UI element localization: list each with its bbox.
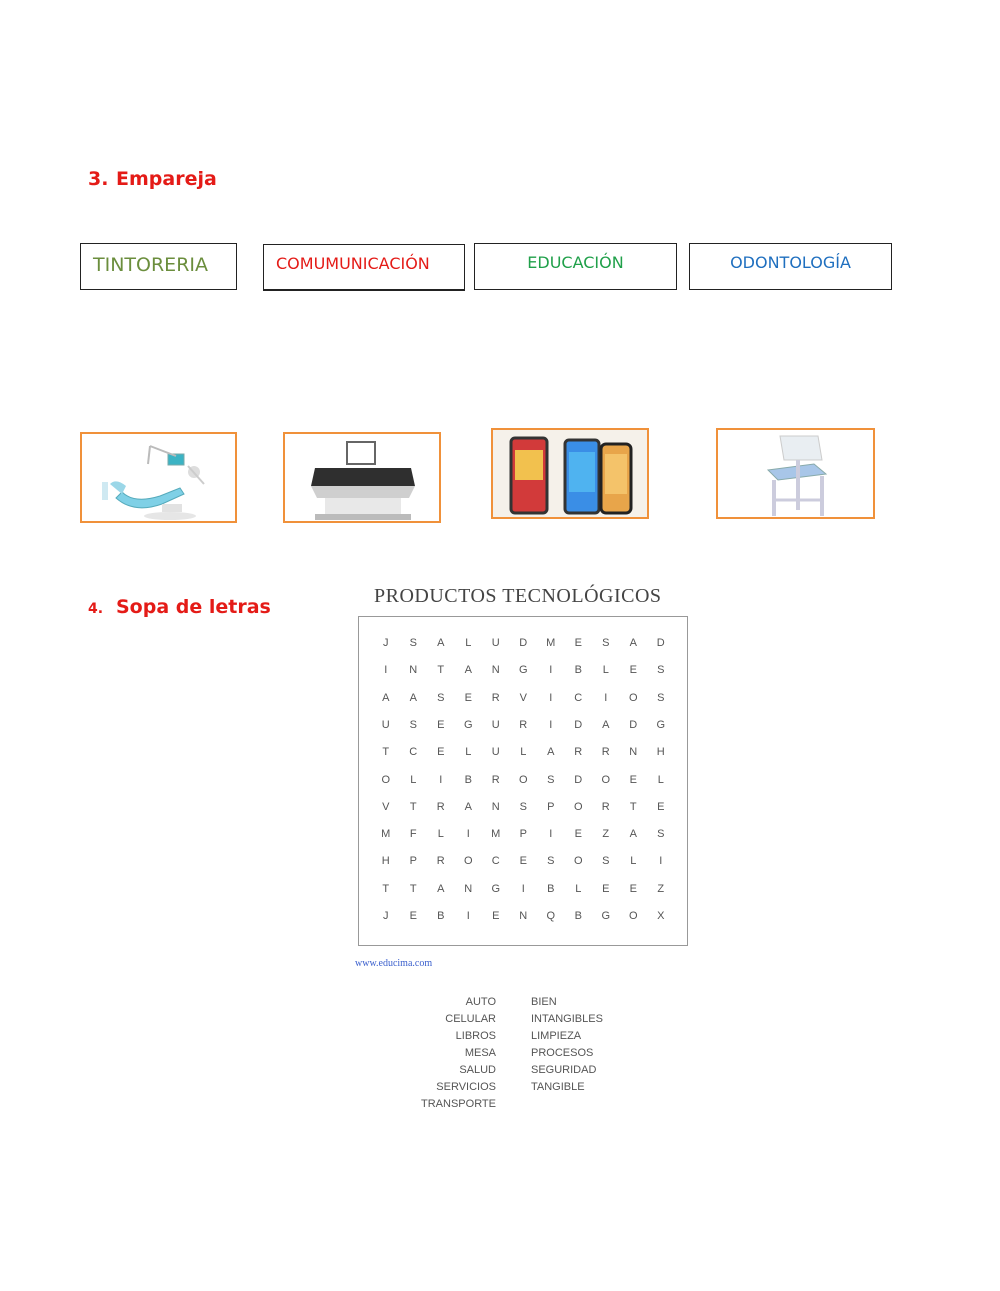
wordsearch-letter[interactable]: P: [519, 828, 527, 841]
wordsearch-letter[interactable]: X: [657, 910, 665, 922]
wordsearch-letter[interactable]: B: [574, 910, 582, 922]
wordsearch-letter[interactable]: I: [521, 882, 525, 895]
wordsearch-letter[interactable]: O: [628, 910, 638, 922]
wordsearch-letter[interactable]: B: [547, 882, 555, 895]
section-4-heading: [88, 596, 271, 618]
wordsearch-letter[interactable]: F: [409, 828, 417, 841]
wordsearch-letter[interactable]: U: [491, 746, 500, 759]
wordsearch-letter[interactable]: L: [437, 828, 444, 841]
wordsearch-letter[interactable]: S: [409, 637, 417, 649]
word-label: TINTORERIA: [93, 254, 208, 276]
wordsearch-letter[interactable]: U: [381, 718, 390, 731]
wordsearch-letter[interactable]: E: [574, 828, 582, 841]
wordsearch-letter[interactable]: S: [519, 800, 527, 813]
wordsearch-letter[interactable]: A: [437, 882, 445, 895]
word-list-item: TANGIBLE: [531, 1081, 585, 1093]
wordsearch-letter[interactable]: L: [520, 746, 527, 759]
word-list-item: SEGURIDAD: [531, 1064, 597, 1076]
word-list-item: AUTO: [465, 996, 496, 1008]
wordsearch-letter[interactable]: S: [547, 855, 555, 868]
wordsearch-letter[interactable]: T: [409, 882, 417, 895]
smartphones-image[interactable]: [491, 428, 649, 519]
wordsearch-letter[interactable]: N: [409, 664, 418, 677]
wordsearch-letter[interactable]: N: [629, 746, 638, 759]
word-list-item: SERVICIOS: [436, 1081, 496, 1093]
wordsearch-letter[interactable]: J: [383, 637, 389, 649]
wordsearch-letter[interactable]: T: [409, 800, 417, 813]
wordsearch-letter[interactable]: Z: [657, 882, 665, 895]
wordsearch-letter[interactable]: R: [436, 855, 445, 868]
wordsearch-letter[interactable]: S: [547, 773, 555, 786]
wordsearch-letter[interactable]: T: [629, 800, 637, 813]
wordsearch-letter[interactable]: C: [409, 746, 418, 759]
wordsearch-letter[interactable]: M: [381, 828, 391, 841]
word-list-right: [531, 994, 651, 1096]
wordsearch-letter[interactable]: E: [629, 664, 637, 677]
wordsearch-letter[interactable]: A: [464, 664, 472, 677]
word-box-odontologia[interactable]: [689, 243, 892, 290]
section-3-number: 3.: [88, 168, 109, 190]
wordsearch-letter[interactable]: L: [410, 773, 417, 786]
wordsearch-letter[interactable]: I: [466, 828, 470, 841]
wordsearch-letter[interactable]: I: [659, 855, 663, 868]
wordsearch-letter[interactable]: B: [437, 910, 445, 922]
wordsearch-letter[interactable]: E: [574, 637, 582, 649]
wordsearch-letter[interactable]: H: [656, 746, 665, 759]
word-box-educacion[interactable]: [474, 243, 677, 290]
wordsearch-letter[interactable]: P: [409, 855, 417, 868]
wordsearch-letter[interactable]: R: [436, 800, 445, 813]
wordsearch-letter[interactable]: A: [437, 637, 445, 649]
wordsearch-title: PRODUCTOS TECNOLÓGICOS: [374, 585, 662, 607]
wordsearch-letter[interactable]: B: [464, 773, 472, 786]
wordsearch-letter[interactable]: M: [546, 637, 556, 649]
wordsearch-letter[interactable]: G: [463, 718, 473, 731]
wordsearch-letter[interactable]: I: [466, 910, 470, 922]
word-list-item: LIMPIEZA: [531, 1030, 582, 1042]
wordsearch-letter[interactable]: R: [601, 800, 610, 813]
wordsearch-letter[interactable]: O: [628, 691, 638, 704]
wordsearch-letter[interactable]: A: [547, 746, 555, 759]
wordsearch-letter[interactable]: E: [464, 691, 472, 704]
wordsearch-letter[interactable]: O: [573, 800, 583, 813]
wordsearch-letter[interactable]: L: [630, 855, 637, 868]
wordsearch-letter[interactable]: E: [657, 800, 665, 813]
wordsearch-letter[interactable]: L: [465, 637, 472, 649]
wordsearch-letter[interactable]: D: [574, 773, 583, 786]
wordsearch-letter[interactable]: A: [382, 691, 390, 704]
word-list-item: CELULAR: [445, 1013, 496, 1025]
wordsearch-letter[interactable]: D: [656, 637, 665, 649]
wordsearch-letter[interactable]: O: [381, 773, 391, 786]
wordsearch-letter[interactable]: V: [382, 800, 390, 813]
word-list-item: BIEN: [531, 996, 557, 1008]
wordsearch-letter[interactable]: I: [439, 773, 443, 786]
wordsearch-letter[interactable]: Z: [602, 828, 610, 841]
wordsearch-letter[interactable]: Q: [546, 910, 556, 922]
wordsearch-letter[interactable]: G: [491, 882, 501, 895]
wordsearch-letter[interactable]: L: [602, 664, 609, 677]
wordsearch-letter[interactable]: M: [491, 828, 501, 841]
wordsearch-letter[interactable]: O: [463, 855, 473, 868]
wordsearch-letter[interactable]: I: [549, 828, 553, 841]
word-list-item: LIBROS: [455, 1030, 496, 1042]
section-4-title: Sopa de letras: [116, 596, 271, 618]
wordsearch-letter[interactable]: S: [657, 664, 665, 677]
school-desk-image[interactable]: [716, 428, 875, 519]
section-4-number: 4.: [88, 601, 104, 617]
wordsearch-source: www.educima.com: [355, 958, 433, 969]
word-list-item: MESA: [464, 1047, 496, 1059]
wordsearch-letter[interactable]: R: [491, 773, 500, 786]
wordsearch-letter[interactable]: S: [657, 691, 665, 704]
word-label: ODONTOLOGÍA: [730, 253, 851, 272]
word-list-item: PROCESOS: [531, 1047, 594, 1059]
wordsearch-letter[interactable]: U: [491, 637, 500, 649]
wordsearch-letter[interactable]: N: [491, 664, 500, 677]
wordsearch-letter[interactable]: V: [519, 691, 527, 704]
section-3-title: Empareja: [116, 168, 217, 190]
wordsearch-letter[interactable]: O: [573, 855, 583, 868]
wordsearch-letter[interactable]: A: [602, 718, 610, 731]
wordsearch-letter[interactable]: E: [437, 718, 445, 731]
wordsearch-letter[interactable]: C: [491, 855, 500, 868]
wordsearch-letter[interactable]: S: [602, 637, 610, 649]
wordsearch-letter[interactable]: D: [574, 718, 583, 731]
word-list-item: SALUD: [459, 1064, 496, 1076]
wordsearch-letter[interactable]: S: [409, 718, 417, 731]
wordsearch-letter[interactable]: E: [602, 882, 610, 895]
word-list-item: TRANSPORTE: [421, 1098, 496, 1110]
wordsearch-letter[interactable]: I: [549, 718, 553, 731]
wordsearch-letter[interactable]: O: [518, 773, 528, 786]
wordsearch-letter[interactable]: D: [629, 718, 638, 731]
wordsearch-letter[interactable]: R: [519, 718, 528, 731]
press-machine-image[interactable]: [283, 432, 441, 523]
wordsearch-letter[interactable]: O: [601, 773, 611, 786]
wordsearch-letter[interactable]: T: [382, 746, 390, 759]
wordsearch-letter[interactable]: S: [657, 828, 665, 841]
wordsearch-letter[interactable]: S: [602, 855, 610, 868]
wordsearch-letter[interactable]: L: [657, 773, 664, 786]
wordsearch-letter[interactable]: L: [465, 746, 472, 759]
wordsearch-letter[interactable]: I: [549, 664, 553, 677]
wordsearch-letter[interactable]: G: [518, 664, 528, 677]
word-box-tintoreria[interactable]: [80, 243, 237, 290]
wordsearch-letter[interactable]: I: [604, 691, 608, 704]
section-3-heading: [88, 168, 217, 190]
wordsearch-letter[interactable]: R: [574, 746, 583, 759]
dental-chair-image[interactable]: [80, 432, 237, 523]
word-label: COMUMUNICACIÓN: [276, 254, 430, 273]
wordsearch-letter[interactable]: T: [382, 882, 390, 895]
wordsearch-letter[interactable]: J: [383, 910, 389, 922]
wordsearch-letter[interactable]: E: [519, 855, 527, 868]
wordsearch-letter[interactable]: C: [574, 691, 583, 704]
wordsearch-letter[interactable]: N: [464, 882, 473, 895]
wordsearch-letter[interactable]: A: [409, 691, 417, 704]
wordsearch-letter[interactable]: L: [575, 882, 582, 895]
wordsearch-letter[interactable]: U: [491, 718, 500, 731]
wordsearch-letter[interactable]: G: [601, 910, 611, 922]
word-list-item: INTANGIBLES: [531, 1013, 603, 1025]
wordsearch-letter[interactable]: A: [629, 828, 637, 841]
wordsearch-grid[interactable]: [358, 616, 688, 946]
wordsearch-letter[interactable]: E: [492, 910, 500, 922]
wordsearch-letter[interactable]: D: [519, 637, 528, 649]
word-list-left: [396, 994, 496, 1113]
wordsearch-letter[interactable]: N: [519, 910, 528, 922]
wordsearch-letter[interactable]: N: [491, 800, 500, 813]
wordsearch-letter[interactable]: R: [491, 691, 500, 704]
wordsearch-letter[interactable]: B: [574, 664, 582, 677]
wordsearch-letter[interactable]: A: [629, 637, 637, 649]
wordsearch-letter[interactable]: P: [547, 800, 555, 813]
wordsearch-letter[interactable]: E: [629, 882, 637, 895]
word-box-comunicacion[interactable]: [263, 244, 465, 291]
wordsearch-letter[interactable]: H: [381, 855, 390, 868]
word-label: EDUCACIÓN: [527, 253, 624, 272]
wordsearch-letter[interactable]: R: [601, 746, 610, 759]
wordsearch-letter[interactable]: A: [464, 800, 472, 813]
wordsearch-letter[interactable]: E: [629, 773, 637, 786]
wordsearch-letter[interactable]: I: [384, 664, 388, 677]
wordsearch-letter[interactable]: G: [656, 718, 666, 731]
wordsearch-letter[interactable]: E: [409, 910, 417, 922]
wordsearch-letter[interactable]: S: [437, 691, 445, 704]
wordsearch-letter[interactable]: E: [437, 746, 445, 759]
wordsearch-letter[interactable]: T: [437, 664, 445, 677]
wordsearch-letter[interactable]: I: [549, 691, 553, 704]
